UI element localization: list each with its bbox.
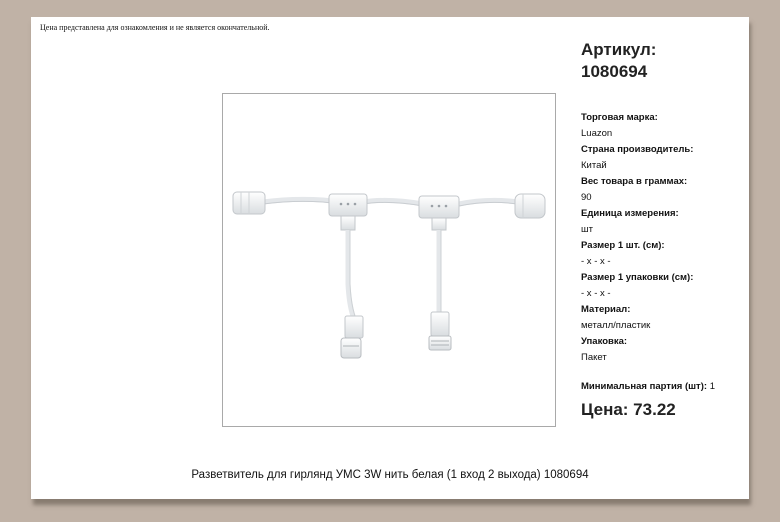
spec-value-weight: 90	[581, 192, 592, 203]
spec-label-unit: Единица измерения:	[581, 208, 679, 219]
price: Цена: 73.22	[581, 400, 676, 419]
spec-value-package-size: - x - x -	[581, 288, 611, 299]
spec-label-weight: Вес товара в граммах:	[581, 176, 688, 187]
product-sheet	[31, 17, 749, 499]
product-title: Разветвитель для гирлянд УМС 3W нить белая (1 вход 2 выхода) 1080694	[191, 469, 589, 481]
min-order-label: Минимальная партия (шт):	[581, 381, 708, 392]
price-disclaimer: Цена представлена для ознакомления и не является окончательной.	[40, 23, 270, 32]
spec-label-material: Материал:	[581, 304, 631, 315]
spec-value-country: Китай	[581, 160, 607, 171]
article-label: Артикул:	[581, 40, 657, 59]
spec-value-material: металл/пластик	[581, 320, 651, 331]
product-photo	[222, 93, 556, 427]
spec-list	[581, 110, 749, 366]
spec-value-packaging: Пакет	[581, 352, 607, 363]
spec-label-package-size: Размер 1 упаковки (см):	[581, 272, 694, 283]
spec-value-item-size: - x - x -	[581, 256, 611, 267]
splitter-cable-image	[223, 94, 557, 428]
spec-value-brand: Luazon	[581, 128, 613, 139]
article-block	[581, 39, 656, 83]
spec-label-brand: Торговая марка:	[581, 112, 658, 123]
min-order-value: 1	[709, 381, 715, 392]
spec-label-item-size: Размер 1 шт. (см):	[581, 240, 665, 251]
min-order-line	[581, 381, 715, 392]
spec-label-country: Страна производитель:	[581, 144, 694, 155]
article-number: 1080694	[581, 62, 648, 81]
spec-value-unit: шт	[581, 224, 593, 235]
spec-label-packaging: Упаковка:	[581, 336, 628, 347]
